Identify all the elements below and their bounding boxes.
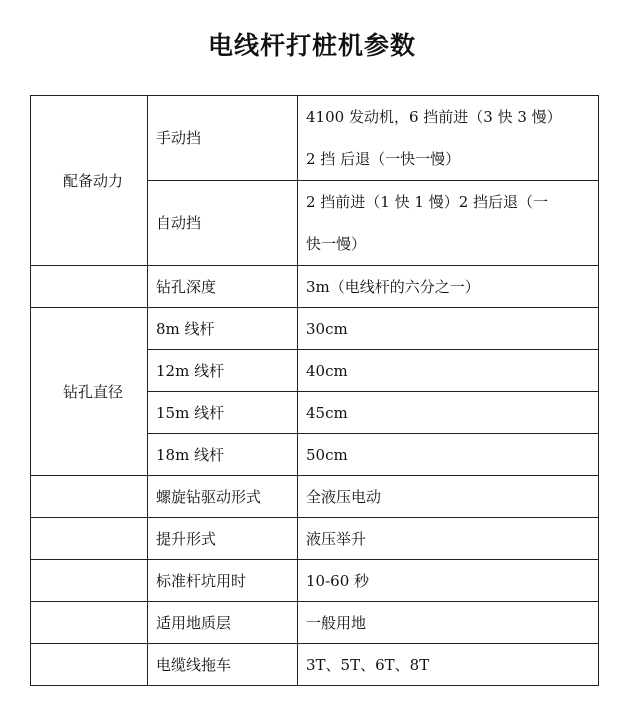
table-row xyxy=(31,96,599,181)
label-auto-gear xyxy=(148,181,298,266)
value-lift-type: 液压举升 xyxy=(298,518,599,560)
table-row xyxy=(31,308,599,350)
label-geology: 适用地质层 xyxy=(148,602,298,644)
table-row xyxy=(31,266,599,308)
label-pole-length: 18m 线杆 xyxy=(148,434,298,476)
value-drill-depth: 3m（电线杆的六分之一） xyxy=(298,266,599,308)
page-title: 电线杆打桩机参数 xyxy=(207,31,416,60)
label-pole-length: 12m 线杆 xyxy=(148,350,298,392)
label-pole-length: 8m 线杆 xyxy=(148,308,298,350)
label-text: 手动挡 xyxy=(156,129,202,147)
label-pit-time: 标准杆坑用时 xyxy=(148,560,298,602)
value-cable-trailer: 3T、5T、6T、8T xyxy=(298,644,599,686)
label-auger-drive: 螺旋钻驱动形式 xyxy=(148,476,298,518)
value-line: 2 挡前进（1 快 1 慢）2 挡后退（一 xyxy=(306,193,549,211)
value-diameter: 40cm xyxy=(298,350,599,392)
spec-table xyxy=(30,95,599,686)
label-pole-length: 15m 线杆 xyxy=(148,392,298,434)
table-row xyxy=(31,602,599,644)
empty-category-cell xyxy=(31,644,148,686)
label-drill-depth: 钻孔深度 xyxy=(148,266,298,308)
value-geology: 一般用地 xyxy=(298,602,599,644)
empty-category-cell xyxy=(31,560,148,602)
value-line: 快一慢） xyxy=(306,235,367,253)
value-diameter: 30cm xyxy=(298,308,599,350)
value-line: 2 挡 后退（一快一慢） xyxy=(306,150,461,168)
label-cable-trailer: 电缆线拖车 xyxy=(148,644,298,686)
empty-category-cell xyxy=(31,602,148,644)
value-pit-time: 10-60 秒 xyxy=(298,560,599,602)
value-diameter: 50cm xyxy=(298,434,599,476)
value-auger-drive: 全液压电动 xyxy=(298,476,599,518)
label-text: 自动挡 xyxy=(156,214,202,232)
value-line: 4100 发动机，6 挡前进（3 快 3 慢） xyxy=(306,108,562,126)
empty-category-cell xyxy=(31,518,148,560)
table-row xyxy=(31,560,599,602)
empty-category-cell xyxy=(31,476,148,518)
empty-category-cell xyxy=(31,266,148,308)
value-manual-gear xyxy=(298,96,599,181)
table-row xyxy=(31,518,599,560)
category-drill-diameter: 钻孔直径 xyxy=(31,308,148,476)
table-row xyxy=(31,476,599,518)
label-manual-gear xyxy=(148,96,298,181)
value-auto-gear xyxy=(298,181,599,266)
value-diameter: 45cm xyxy=(298,392,599,434)
table-row xyxy=(31,644,599,686)
label-lift-type: 提升形式 xyxy=(148,518,298,560)
category-power: 配备动力 xyxy=(31,96,148,266)
